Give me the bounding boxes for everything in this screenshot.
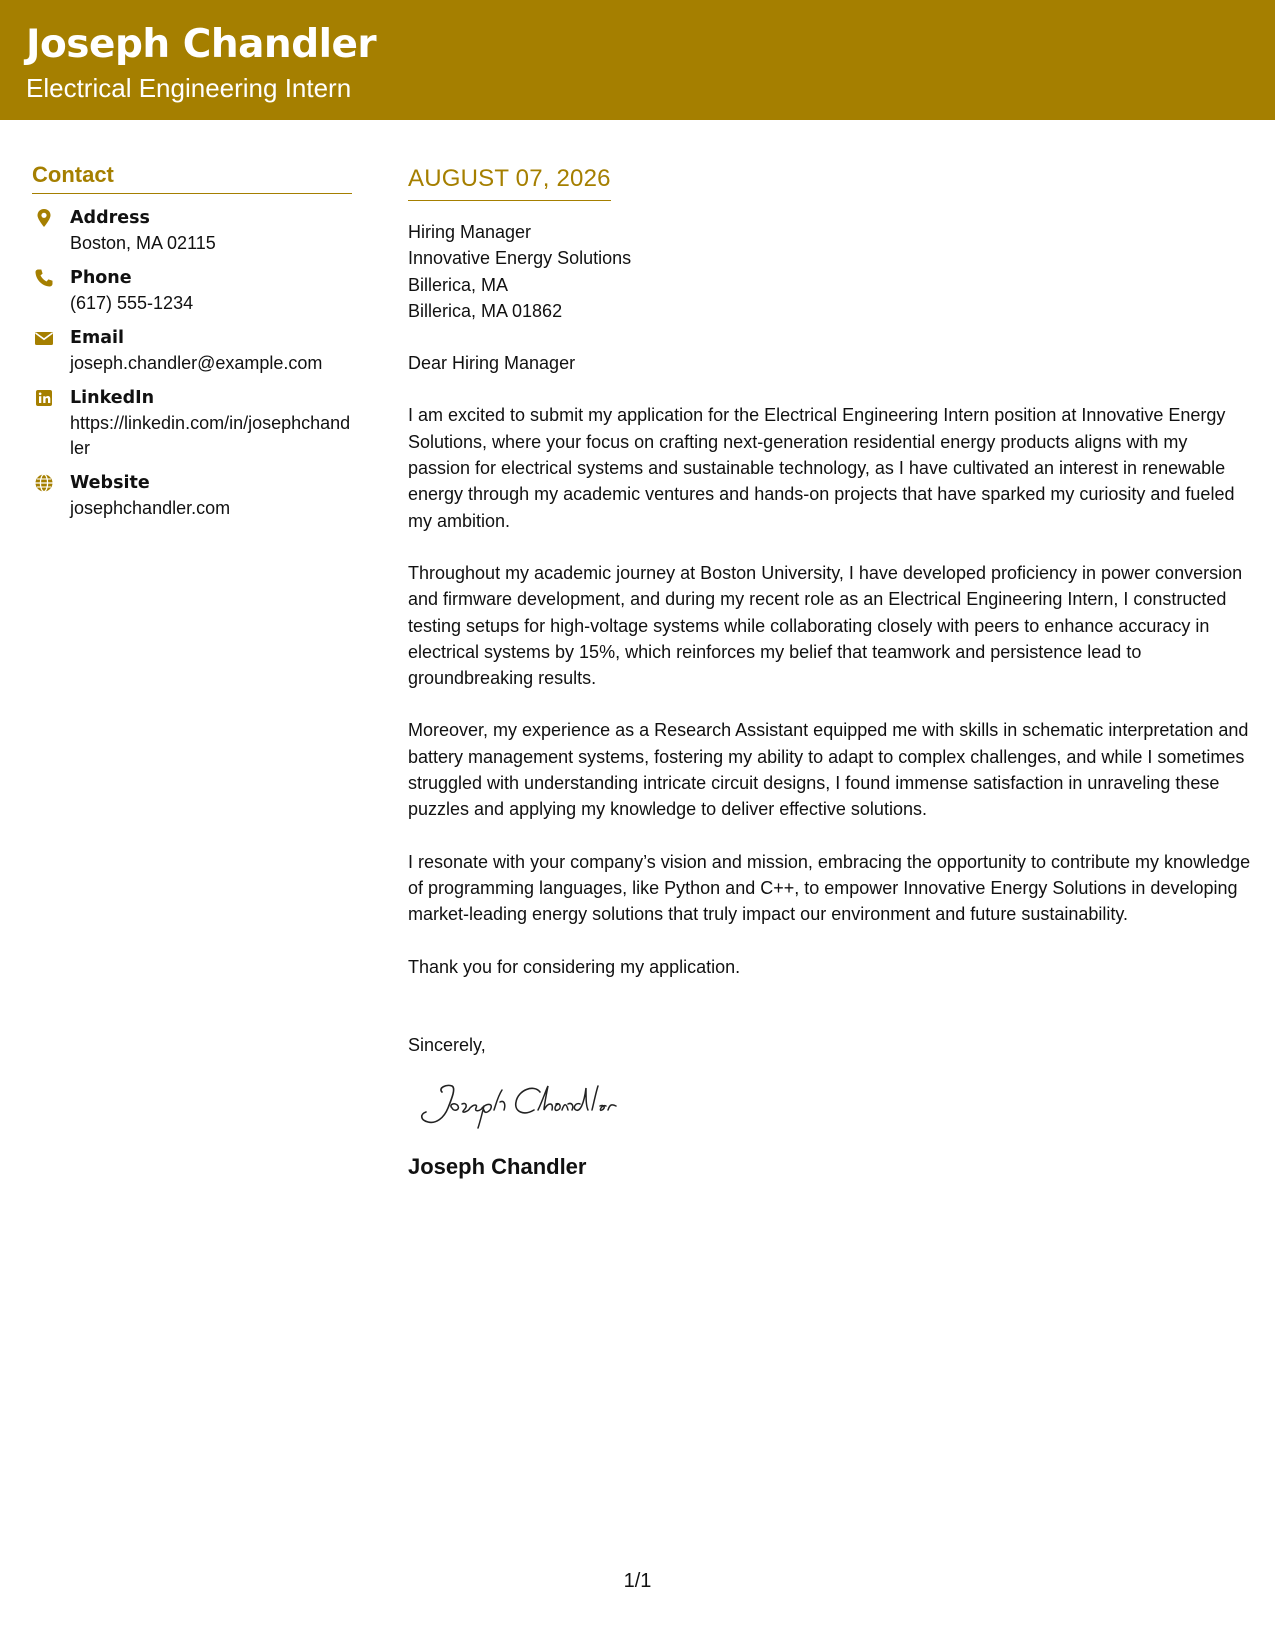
- contact-section-title: Contact: [32, 162, 352, 194]
- contact-item-address: [32, 206, 352, 256]
- contact-value[interactable]: https://linkedin.com/in/josephchandler: [70, 413, 351, 458]
- contact-item-phone: [32, 266, 352, 316]
- contact-item-website: [32, 471, 352, 521]
- contact-value[interactable]: josephchandler.com: [70, 498, 231, 518]
- contact-label: Phone: [70, 268, 132, 288]
- contact-list: [32, 206, 352, 521]
- phone-icon: [34, 268, 54, 288]
- handwritten-signature: [408, 1074, 688, 1134]
- contact-value: Boston, MA 02115: [70, 233, 216, 253]
- letter-date: AUGUST 07, 2026: [408, 164, 611, 201]
- salutation: Dear Hiring Manager: [408, 353, 576, 374]
- letter-paragraph: Thank you for considering my application.: [408, 956, 741, 977]
- contact-value[interactable]: joseph.chandler@example.com: [70, 353, 323, 373]
- contact-label: Address: [70, 208, 150, 228]
- contact-label: Website: [70, 473, 150, 493]
- letter-paragraph: Moreover, my experience as a Research Assistant equipped me with skills in schematic interpretation and battery management systems, fostering my ability to adapt to complex challenges, and while I sometimes struggled with understanding intricate circuit designs, I found immense satisfaction in unraveling these puzzles and applying my knowledge to deliver effective solutions.: [408, 720, 1249, 820]
- contact-value: (617) 555-1234: [70, 293, 194, 313]
- letter-paragraph: Throughout my academic journey at Boston University, I have developed proficiency in power conversion and firmware development, and during my recent role as an Electrical Engineering Intern, I constructed testing setups for high-voltage systems while collaborating closely with peers to enhance accuracy in electrical systems by 15%, which reinforces my belief that teamwork and persistence lead to groundbreaking results.: [408, 562, 1243, 689]
- header-banner: [0, 0, 1275, 120]
- linkedin-icon: [34, 388, 54, 408]
- envelope-icon: [34, 328, 54, 348]
- page-number: 1/1: [623, 1570, 652, 1592]
- applicant-name: Joseph Chandler: [26, 22, 377, 67]
- cover-letter-body: [408, 164, 1253, 1180]
- letter-paragraph: I resonate with your company’s vision and mission, embracing the opportunity to contribute my knowledge of programming languages, like Python and C++, to empower Innovative Energy Solutions in developing market-leading energy solutions that truly impact our environment and future sustainability.: [408, 851, 1251, 925]
- globe-icon: [34, 473, 54, 493]
- signed-name: Joseph Chandler: [408, 1154, 587, 1180]
- recipient-line: Hiring Manager: [408, 222, 532, 242]
- closing: Sincerely,: [408, 1034, 486, 1055]
- recipient-line: Billerica, MA 01862: [408, 300, 563, 321]
- applicant-title: Electrical Engineering Intern: [26, 73, 352, 103]
- recipient-block: [408, 219, 1253, 324]
- recipient-line: Billerica, MA: [408, 274, 509, 295]
- contact-item-email: [32, 326, 352, 376]
- contact-label: LinkedIn: [70, 388, 155, 408]
- map-pin-icon: [34, 208, 54, 228]
- sidebar: [32, 162, 352, 531]
- recipient-line: Innovative Energy Solutions: [408, 248, 632, 269]
- contact-item-linkedin: [32, 386, 352, 461]
- contact-label: Email: [70, 328, 124, 348]
- letter-paragraph: I am excited to submit my application for the Electrical Engineering Intern position at Innovative Energy Solutions, where your focus on crafting next-generation residential energy products aligns with my passion for electrical systems and sustainable technology, as I have cultivated an interest in renewable energy through my academic ventures and hands-on projects that have sparked my curiosity and fueled my ambition.: [408, 405, 1235, 531]
